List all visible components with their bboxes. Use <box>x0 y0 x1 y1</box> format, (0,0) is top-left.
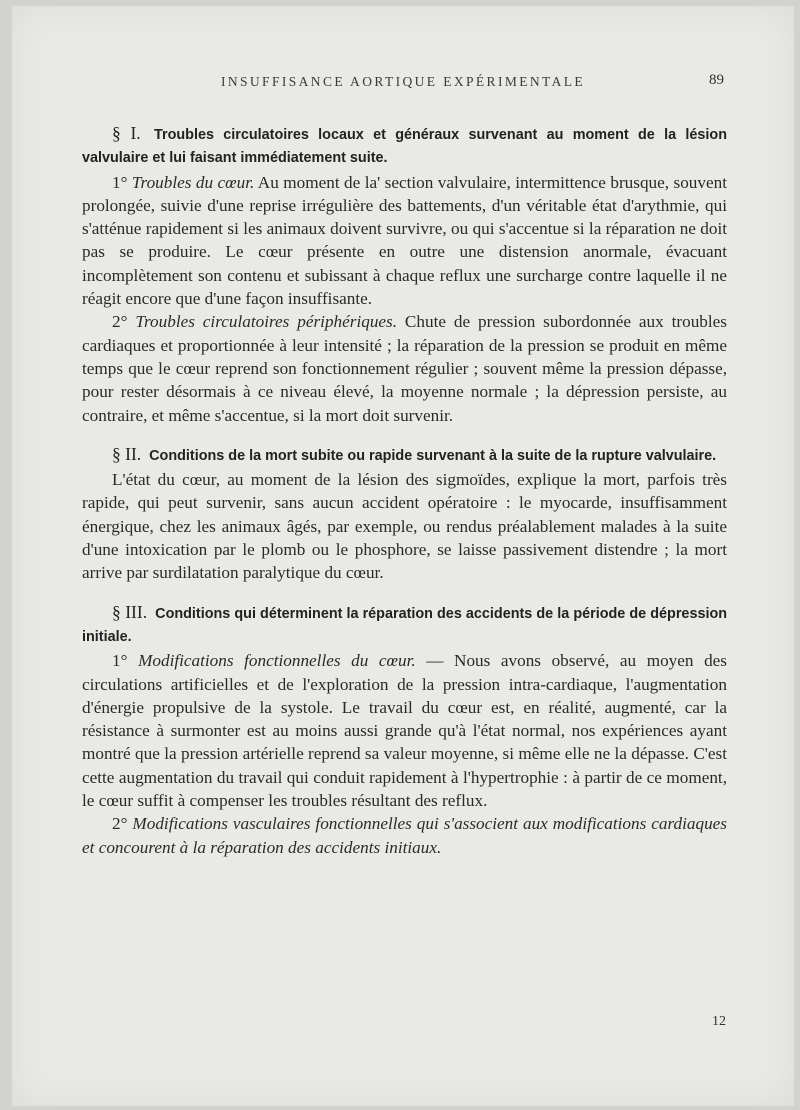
paragraph-lead: 1° <box>112 651 139 671</box>
paragraph <box>82 812 727 859</box>
paragraph <box>82 310 727 426</box>
paragraph-lead: 2° <box>112 814 133 834</box>
page-body <box>82 122 727 859</box>
section-heading-text: Troubles circulatoires locaux et généraux survenant au moment de la lésion valvulaire et lui faisant immédiatement suite. <box>82 127 728 167</box>
section-gap <box>82 585 727 601</box>
section-heading-text: Conditions de la mort subite ou rapide survenant à la suite de la rupture valvulaire. <box>149 447 717 464</box>
paragraph-lead: 1° <box>112 172 132 192</box>
paragraph-text: — Nous avons observé, au moyen des circulations artificielles et de l'exploration de la pression intra-cardiaque, l'augmentation d'énergie propulsive de la systole. Le travail du cœur est, en réalité, augmenté, car la résistance à surmonter est au moins aussi grande qu'à l'état normal, nos expériences ayant montré que la pression artérielle reprend sa valeur moyenne, si même elle ne la dépasse. C'est cette augmentation du travail qui conduit rapidement à l'hypertrophie : à partir de ce moment, le cœur suffit à compenser les troubles résultant des reflux. <box>82 651 727 811</box>
section-heading-3 <box>82 601 727 650</box>
book-page <box>12 6 794 1106</box>
paragraph <box>82 171 727 311</box>
section-gap <box>82 427 727 443</box>
section-number: § I. <box>112 123 141 143</box>
section-heading-1 <box>82 122 727 171</box>
paragraph-text: L'état du cœur, au moment de la lésion des sigmoïdes, explique la mort, parfois très rapide, qui peut survenir, sans aucun accident opératoire : le myocarde, insuffisamment énergique, chez les animaux âgés, par exemple, ou rendus préalablement malades à la suite d'une intoxication par le plomb ou le phosphore, se laisse passivement distendre ; la mort arrive par surdilatation paralytique du cœur. <box>82 470 727 583</box>
paragraph-title: Troubles du cœur. <box>131 172 255 192</box>
paragraph-text: Chute de pression subordonnée aux troubles cardiaques et proportionnée à leur intensité ; la réparation de la pression se produit en même temps que le cœur reprend son fonctionnement régulier ; souvent même la pression dépasse, pour rester désormais à ce niveau élevé, la moyenne normale ; la dépression persiste, au contraire, et même s'accentue, si la mort doit survenir. <box>82 312 727 425</box>
signature-mark: 12 <box>712 1014 726 1029</box>
paragraph-title: Modifications vasculaires fonctionnelles qui s'associent aux modifications cardiaques et concourent à la réparation des accidents initiaux. <box>82 814 727 857</box>
section-number: § III. <box>112 601 148 622</box>
section-number: § II. <box>112 443 142 464</box>
paragraph-title: Modifications fonctionnelles du cœur. <box>138 651 416 671</box>
paragraph-lead: 2° <box>112 312 136 332</box>
paragraph-title: Troubles circulatoires périphériques. <box>135 312 398 332</box>
paragraph-text: Au moment de la' section valvulaire, intermittence brusque, souvent prolongée, suivie d'une reprise irrégulière des battements, d'un véritable état d'arythmie, qui s'atténue rapidement si les animaux doivent survivre, ou qui s'accentue si la réparation ne doit pas se produire. Le cœur présente en outre une distension anormale, évacuant incomplètement son contenu et subissant à chaque reflux une surcharge contre laquelle il ne réagit encore que d'une façon insuffisante. <box>82 172 727 309</box>
paragraph <box>82 468 727 584</box>
page-number: 89 <box>709 72 724 88</box>
section-heading-text: Conditions qui déterminent la réparation des accidents de la période de dépression initiale. <box>82 605 728 645</box>
paragraph <box>82 649 727 812</box>
section-heading-2 <box>82 443 727 468</box>
running-title: INSUFFISANCE AORTIQUE EXPÉRIMENTALE <box>220 74 586 89</box>
